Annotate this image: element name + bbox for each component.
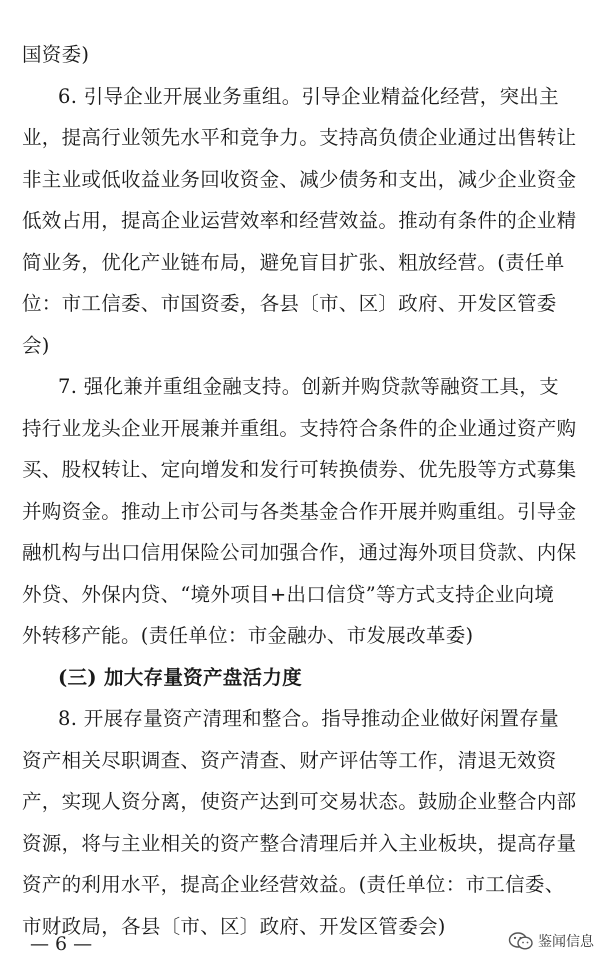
text-line: 资产的利用水平，提高企业经营效益。(责任单位：市工信委、	[22, 873, 565, 896]
section-heading: (三) 加大存量资产盘活力度	[58, 665, 302, 689]
text-line: 业，提高行业领先水平和竞争力。支持高负债企业通过出售转让	[22, 126, 577, 149]
text-line: 位：市工信委、市国资委，各县〔市、区〕政府、开发区管委	[22, 292, 557, 315]
text-line: 国资委)	[22, 43, 90, 66]
text-line: 持行业龙头企业开展兼并重组。支持符合条件的企业通过资产购	[22, 416, 577, 440]
wechat-icon	[508, 931, 534, 951]
text-line: 融机构与出口信用保险公司加强合作，通过海外项目贷款、内保	[22, 541, 577, 564]
text-line: 会)	[22, 333, 50, 357]
text-line: 低效占用，提高企业运营效率和经营效益。推动有条件的企业精	[22, 209, 577, 232]
text-line: 外转移产能。(责任单位：市金融办、市发展改革委)	[22, 624, 474, 647]
text-line: 资源，将与主业相关的资产整合清理后并入主业板块，提高存量	[22, 831, 577, 855]
text-line: 资产相关尽职调查、资产清查、财产评估等工作，清退无效资	[22, 748, 557, 772]
text-line: 8. 开展存量资产清理和整合。指导推动企业做好闲置存量	[58, 707, 559, 730]
watermark	[508, 931, 594, 951]
text-line: 产，实现人资分离，使资产达到可交易状态。鼓励企业整合内部	[22, 790, 577, 813]
text-line: 6. 引导企业开展业务重组。引导企业精益化经营，突出主	[58, 84, 559, 108]
page-number: — 6 —	[30, 933, 93, 955]
text-line: 外贷、外保内贷、“境外项目+出口信贷”等方式支持企业向境	[22, 582, 555, 606]
text-line: 非主业或低收益业务回收资金、减少债务和支出，减少企业资金	[22, 167, 577, 191]
text-line: 7. 强化兼并重组金融支持。创新并购贷款等融资工具，支	[58, 375, 559, 398]
watermark-text: 鉴闻信息	[538, 934, 594, 950]
text-line: 市财政局，各县〔市、区〕政府、开发区管委会)	[22, 914, 446, 938]
text-line: 买、股权转让、定向增发和发行可转换债券、优先股等方式募集	[22, 458, 577, 481]
text-line: 简业务，优化产业链布局，避免盲目扩张、粗放经营。(责任单	[22, 250, 565, 274]
text-line: 并购资金。推动上市公司与各类基金合作开展并购重组。引导金	[22, 499, 577, 523]
